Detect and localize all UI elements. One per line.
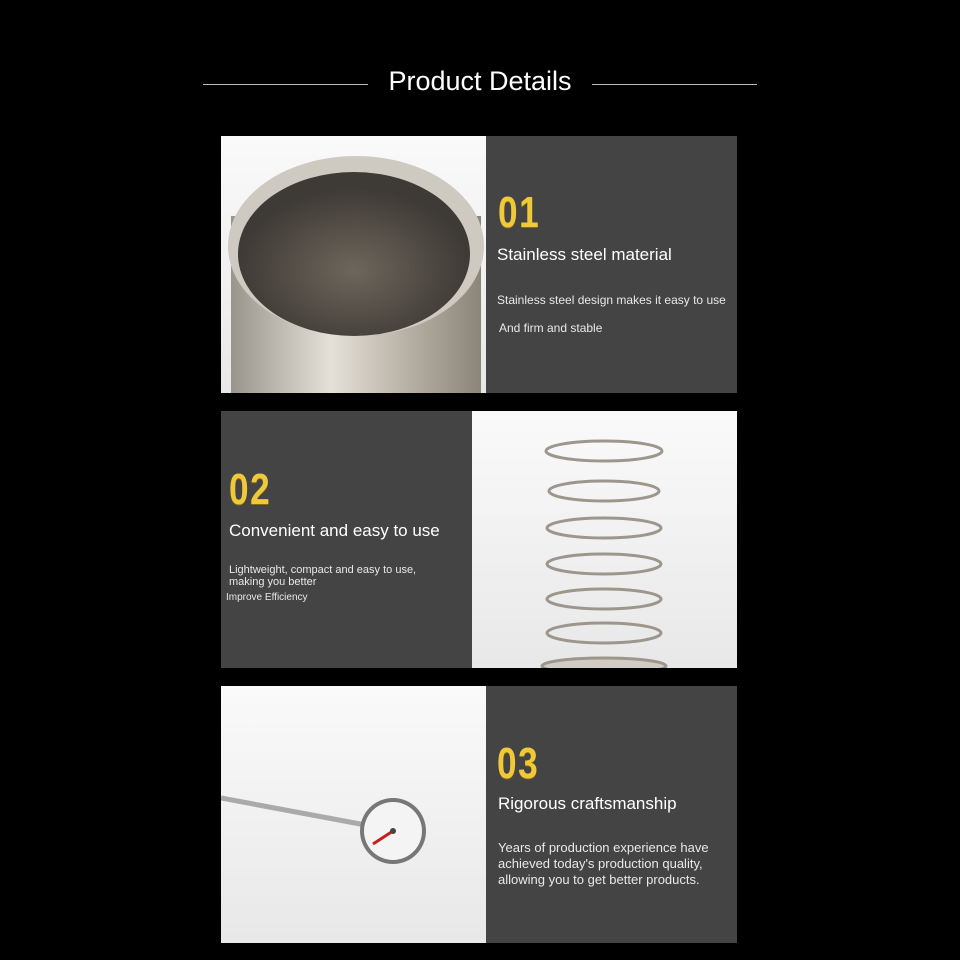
section-number: 01: [498, 188, 541, 237]
detail-section-1: [221, 136, 737, 393]
section-heading: Rigorous craftsmanship: [498, 794, 677, 813]
detail-section-3: [221, 686, 737, 943]
spring-image: [472, 411, 737, 668]
section-text: Stainless steel design makes it easy to use: [497, 293, 726, 307]
title-divider-right: [592, 84, 757, 85]
section-text: And firm and stable: [499, 321, 603, 335]
section-text: Years of production experience have: [498, 840, 709, 855]
section-number: 03: [497, 739, 540, 788]
detail-section-2: [221, 411, 737, 668]
thermometer-image: [221, 686, 486, 943]
section-text: allowing you to get better products.: [498, 872, 700, 887]
section-text: Improve Efficiency: [226, 592, 308, 603]
steel-cup-image: [221, 136, 486, 393]
section-heading: Convenient and easy to use: [229, 521, 440, 540]
section-text: Lightweight, compact and easy to use,: [229, 564, 417, 576]
section-number: 02: [229, 465, 272, 514]
section-text: making you better: [229, 576, 317, 588]
section-text: achieved today's production quality,: [498, 856, 703, 871]
page-title: Product Details: [388, 66, 572, 96]
section-heading: Stainless steel material: [497, 245, 672, 264]
